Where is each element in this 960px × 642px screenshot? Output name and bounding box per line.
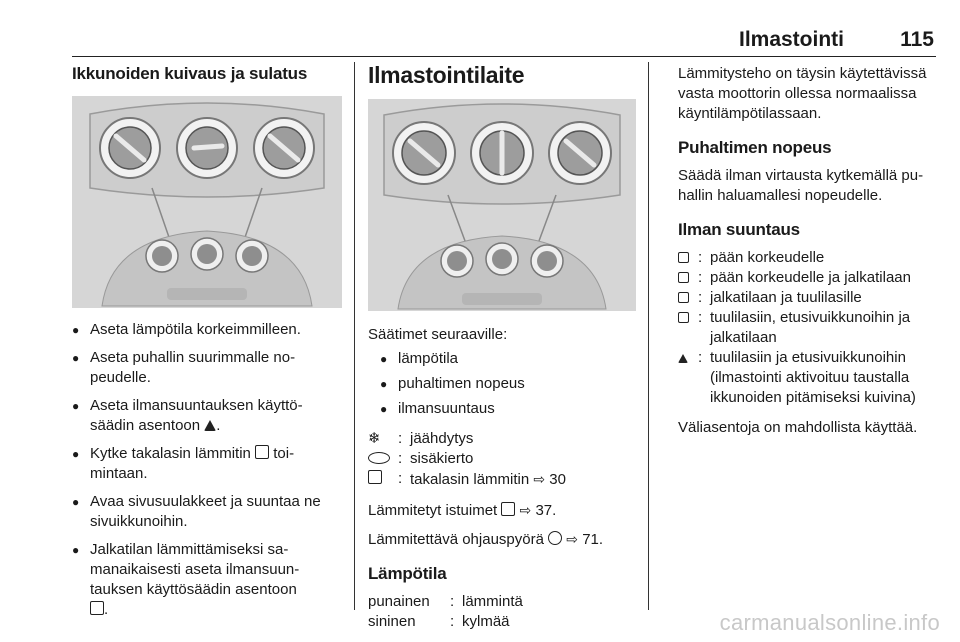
list-item: ● lämpötila bbox=[368, 349, 636, 369]
heated-seat-icon bbox=[501, 502, 515, 516]
snowflake-icon: ❄ bbox=[368, 430, 381, 447]
column-divider-2 bbox=[648, 62, 649, 610]
rear-window-heater-icon bbox=[255, 445, 269, 459]
definition-row: : tuulilasiin, etusivuikkunoihin ja jalkatilaan bbox=[678, 308, 940, 348]
windscreen-defrost-icon bbox=[204, 420, 216, 431]
definition-row: ❄ : jäähdytys bbox=[368, 430, 474, 447]
temperature-heading: Lämpötila bbox=[368, 564, 447, 583]
fan-speed-heading: Puhaltimen nopeus bbox=[678, 138, 832, 157]
definition-row: : sisäkierto bbox=[368, 449, 636, 469]
climate-panel-figure-1 bbox=[72, 96, 342, 308]
air-distribution-heading: Ilman suuntaus bbox=[678, 220, 800, 239]
air-distribution-definitions bbox=[678, 248, 940, 408]
column-2 bbox=[368, 60, 636, 630]
list-item: ● ilmansuuntaus bbox=[368, 399, 636, 419]
section-title-defrost: Ikkunoiden kuivaus ja sulatus bbox=[72, 64, 308, 83]
reference-arrow: ⇨ bbox=[533, 471, 546, 487]
definition-row: punainen : lämmintä bbox=[368, 593, 523, 610]
page-header bbox=[72, 28, 936, 58]
foot-windscreen-icon bbox=[678, 292, 689, 303]
column-3 bbox=[678, 60, 940, 614]
list-item: ● Aseta ilmansuuntauksen käyttö-säädin asentoon . bbox=[72, 396, 342, 436]
rear-window-heater-icon bbox=[368, 470, 382, 484]
definition-row: : pään korkeudelle ja jalkatilaan bbox=[678, 268, 940, 288]
symbol-definitions bbox=[368, 429, 636, 490]
heating-intro: Lämmitysteho on täysin käytettävissä vasta moottorin ollessa normaalissa käyntilämpötilassaan. bbox=[678, 65, 927, 122]
defrost-steps bbox=[72, 320, 342, 620]
windscreen-defrost-icon bbox=[678, 354, 688, 363]
definition-row: : tuulilasiin ja etusivuikkunoihin (ilmastointi aktivoituu taustalla ikkunoiden pitämiseksi kuivina) bbox=[678, 348, 940, 408]
controls-list bbox=[368, 349, 636, 419]
list-item: ● Aseta lämpötila korkeimmilleen. bbox=[72, 320, 342, 340]
list-item: ● Avaa sivusuulakkeet ja suuntaa ne sivuikkunoihin. bbox=[72, 492, 342, 532]
section-title-climate: Ilmastointilaite bbox=[368, 62, 525, 88]
heated-steering-wheel-icon bbox=[548, 531, 562, 545]
page-number: 115 bbox=[900, 28, 934, 51]
header-rule bbox=[72, 56, 936, 57]
recirculation-icon bbox=[368, 452, 390, 464]
header-title: Ilmastointi bbox=[738, 28, 844, 51]
watermark: carmanualsonline.info bbox=[719, 610, 940, 635]
definition-row: sininen : kylmää bbox=[368, 613, 510, 630]
list-item: ● Jalkatilan lämmittämiseksi sa-manaikaisesti aseta ilmansuun-tauksen käyttösäädin asentoon . bbox=[72, 540, 342, 620]
list-item: ● Kytke takalasin lämmitin toi-mintaan. bbox=[72, 444, 342, 484]
list-item: ● puhaltimen nopeus bbox=[368, 374, 636, 394]
column-1 bbox=[72, 60, 342, 618]
definition-row: : pään korkeudelle bbox=[678, 248, 940, 268]
column-divider-1 bbox=[354, 62, 355, 610]
heated-seats-note: Lämmitetyt istuimet ⇨ 37. bbox=[368, 502, 557, 519]
fan-speed-text: Säädä ilman virtausta kytkemällä pu-hallin haluamallesi nopeudelle. bbox=[678, 167, 924, 204]
intermediate-positions-note: Väliasentoja on mahdollista käyttää. bbox=[678, 419, 918, 436]
windscreen-side-foot-icon bbox=[678, 312, 689, 323]
heated-wheel-note: Lämmitettävä ohjauspyörä ⇨ 71. bbox=[368, 531, 604, 548]
climate-panel-figure-2 bbox=[368, 99, 636, 311]
definition-row: : takalasin lämmitin ⇨ 30 bbox=[368, 469, 636, 490]
windscreen-side-foot-icon bbox=[90, 601, 104, 615]
head-level-icon bbox=[678, 252, 689, 263]
temperature-definitions bbox=[368, 592, 636, 632]
head-foot-icon bbox=[678, 272, 689, 283]
list-item: ● Aseta puhallin suurimmalle no-peudelle. bbox=[72, 348, 342, 388]
definition-row: : jalkatilaan ja tuulilasille bbox=[678, 288, 940, 308]
controls-intro: Säätimet seuraaville: bbox=[368, 326, 508, 343]
